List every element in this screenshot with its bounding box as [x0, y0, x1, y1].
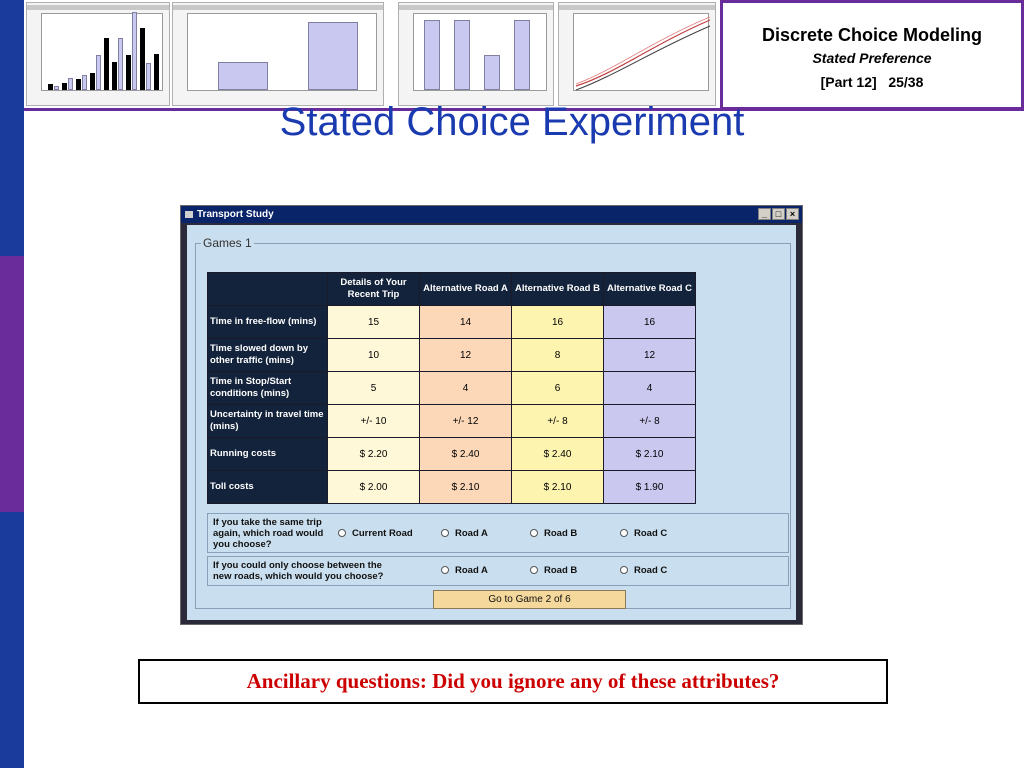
table-cell: +/- 8 — [604, 405, 696, 438]
thumbnail-histogram — [26, 2, 170, 106]
table-row — [208, 405, 696, 438]
question-text: If you take the same trip again, which road would you choose? — [213, 517, 324, 550]
table-cell: $ 2.10 — [512, 471, 604, 504]
table-cell: 14 — [420, 306, 512, 339]
question-same-trip — [207, 513, 789, 553]
radio-road-c[interactable] — [620, 565, 667, 576]
radio-label: Road B — [544, 565, 578, 576]
radio-road-c[interactable] — [620, 528, 667, 539]
row-label: Time slowed down by other traffic (mins) — [208, 339, 328, 372]
table-cell: +/- 8 — [512, 405, 604, 438]
app-icon — [185, 211, 193, 218]
table-cell: 6 — [512, 372, 604, 405]
table-corner — [208, 273, 328, 306]
table-cell: 15 — [328, 306, 420, 339]
left-stripe-purple — [0, 256, 24, 512]
window-controls — [757, 208, 799, 225]
row-label: Toll costs — [208, 471, 328, 504]
table-row — [208, 306, 696, 339]
window-client-area — [187, 225, 796, 620]
table-row — [208, 438, 696, 471]
radio-icon[interactable] — [530, 529, 538, 537]
group-label: Games 1 — [203, 236, 252, 250]
table-cell: 4 — [420, 372, 512, 405]
table-cell: 12 — [604, 339, 696, 372]
table-row — [208, 339, 696, 372]
next-game-button[interactable]: Go to Game 2 of 6 — [433, 590, 626, 609]
radio-icon[interactable] — [441, 566, 449, 574]
thumbnail-line-chart — [558, 2, 716, 106]
table-cell: $ 2.00 — [328, 471, 420, 504]
table-cell: $ 2.40 — [420, 438, 512, 471]
table-cell: 4 — [604, 372, 696, 405]
minimize-icon[interactable]: _ — [758, 208, 771, 220]
radio-road-b[interactable] — [530, 565, 577, 576]
table-cell: 16 — [604, 306, 696, 339]
table-cell: $ 1.90 — [604, 471, 696, 504]
column-header: Alternative Road A — [420, 273, 512, 306]
table-cell: $ 2.20 — [328, 438, 420, 471]
table-cell: +/- 12 — [420, 405, 512, 438]
table-cell: $ 2.40 — [512, 438, 604, 471]
row-label: Running costs — [208, 438, 328, 471]
table-cell: 10 — [328, 339, 420, 372]
page-number: 25/38 — [888, 74, 924, 90]
radio-label: Road C — [634, 528, 668, 539]
lecture-part-page — [723, 74, 1021, 90]
radio-label: Current Road — [352, 528, 413, 539]
table-row — [208, 372, 696, 405]
maximize-icon[interactable]: □ — [772, 208, 785, 220]
radio-icon[interactable] — [620, 566, 628, 574]
radio-icon[interactable] — [620, 529, 628, 537]
close-icon[interactable]: × — [786, 208, 799, 220]
radio-icon[interactable] — [338, 529, 346, 537]
radio-current-road[interactable] — [338, 528, 413, 539]
radio-road-b[interactable] — [530, 528, 577, 539]
radio-road-a[interactable] — [441, 565, 488, 576]
radio-label: Road A — [455, 565, 488, 576]
column-header: Alternative Road C — [604, 273, 696, 306]
left-stripe-blue-bottom — [0, 512, 24, 768]
window-titlebar[interactable] — [181, 206, 802, 223]
lecture-title: Discrete Choice Modeling — [761, 25, 983, 45]
table-row — [208, 471, 696, 504]
row-label: Time in free-flow (mins) — [208, 306, 328, 339]
lecture-title-box — [720, 0, 1024, 110]
table-cell: +/- 10 — [328, 405, 420, 438]
table-cell: $ 2.10 — [420, 471, 512, 504]
table-cell: 12 — [420, 339, 512, 372]
choice-table — [207, 272, 696, 504]
row-label: Time in Stop/Start conditions (mins) — [208, 372, 328, 405]
table-header-row — [208, 273, 696, 306]
table-cell: 8 — [512, 339, 604, 372]
question-new-roads — [207, 556, 789, 586]
window-title: Transport Study — [197, 209, 274, 220]
transport-study-window — [180, 205, 803, 625]
thumbnail-bar-chart — [172, 2, 384, 106]
slide-title: Stated Choice Experiment — [279, 100, 745, 144]
ancillary-questions-callout: Ancillary questions: Did you ignore any of these attributes? — [138, 659, 888, 704]
row-label: Uncertainty in travel time (mins) — [208, 405, 328, 438]
lecture-subtitle: Stated Preference — [812, 50, 932, 66]
radio-icon[interactable] — [530, 566, 538, 574]
table-cell: $ 2.10 — [604, 438, 696, 471]
column-header: Details of Your Recent Trip — [328, 273, 420, 306]
radio-icon[interactable] — [441, 529, 449, 537]
thumbnail-column-chart — [398, 2, 554, 106]
radio-label: Road B — [544, 528, 578, 539]
radio-label: Road C — [634, 565, 668, 576]
question-text: If you could only choose between the new roads, which would you choose? — [213, 560, 384, 582]
radio-road-a[interactable] — [441, 528, 488, 539]
part-label: [Part 12] — [820, 74, 877, 90]
table-cell: 16 — [512, 306, 604, 339]
table-cell: 5 — [328, 372, 420, 405]
radio-label: Road A — [455, 528, 488, 539]
column-header: Alternative Road B — [512, 273, 604, 306]
